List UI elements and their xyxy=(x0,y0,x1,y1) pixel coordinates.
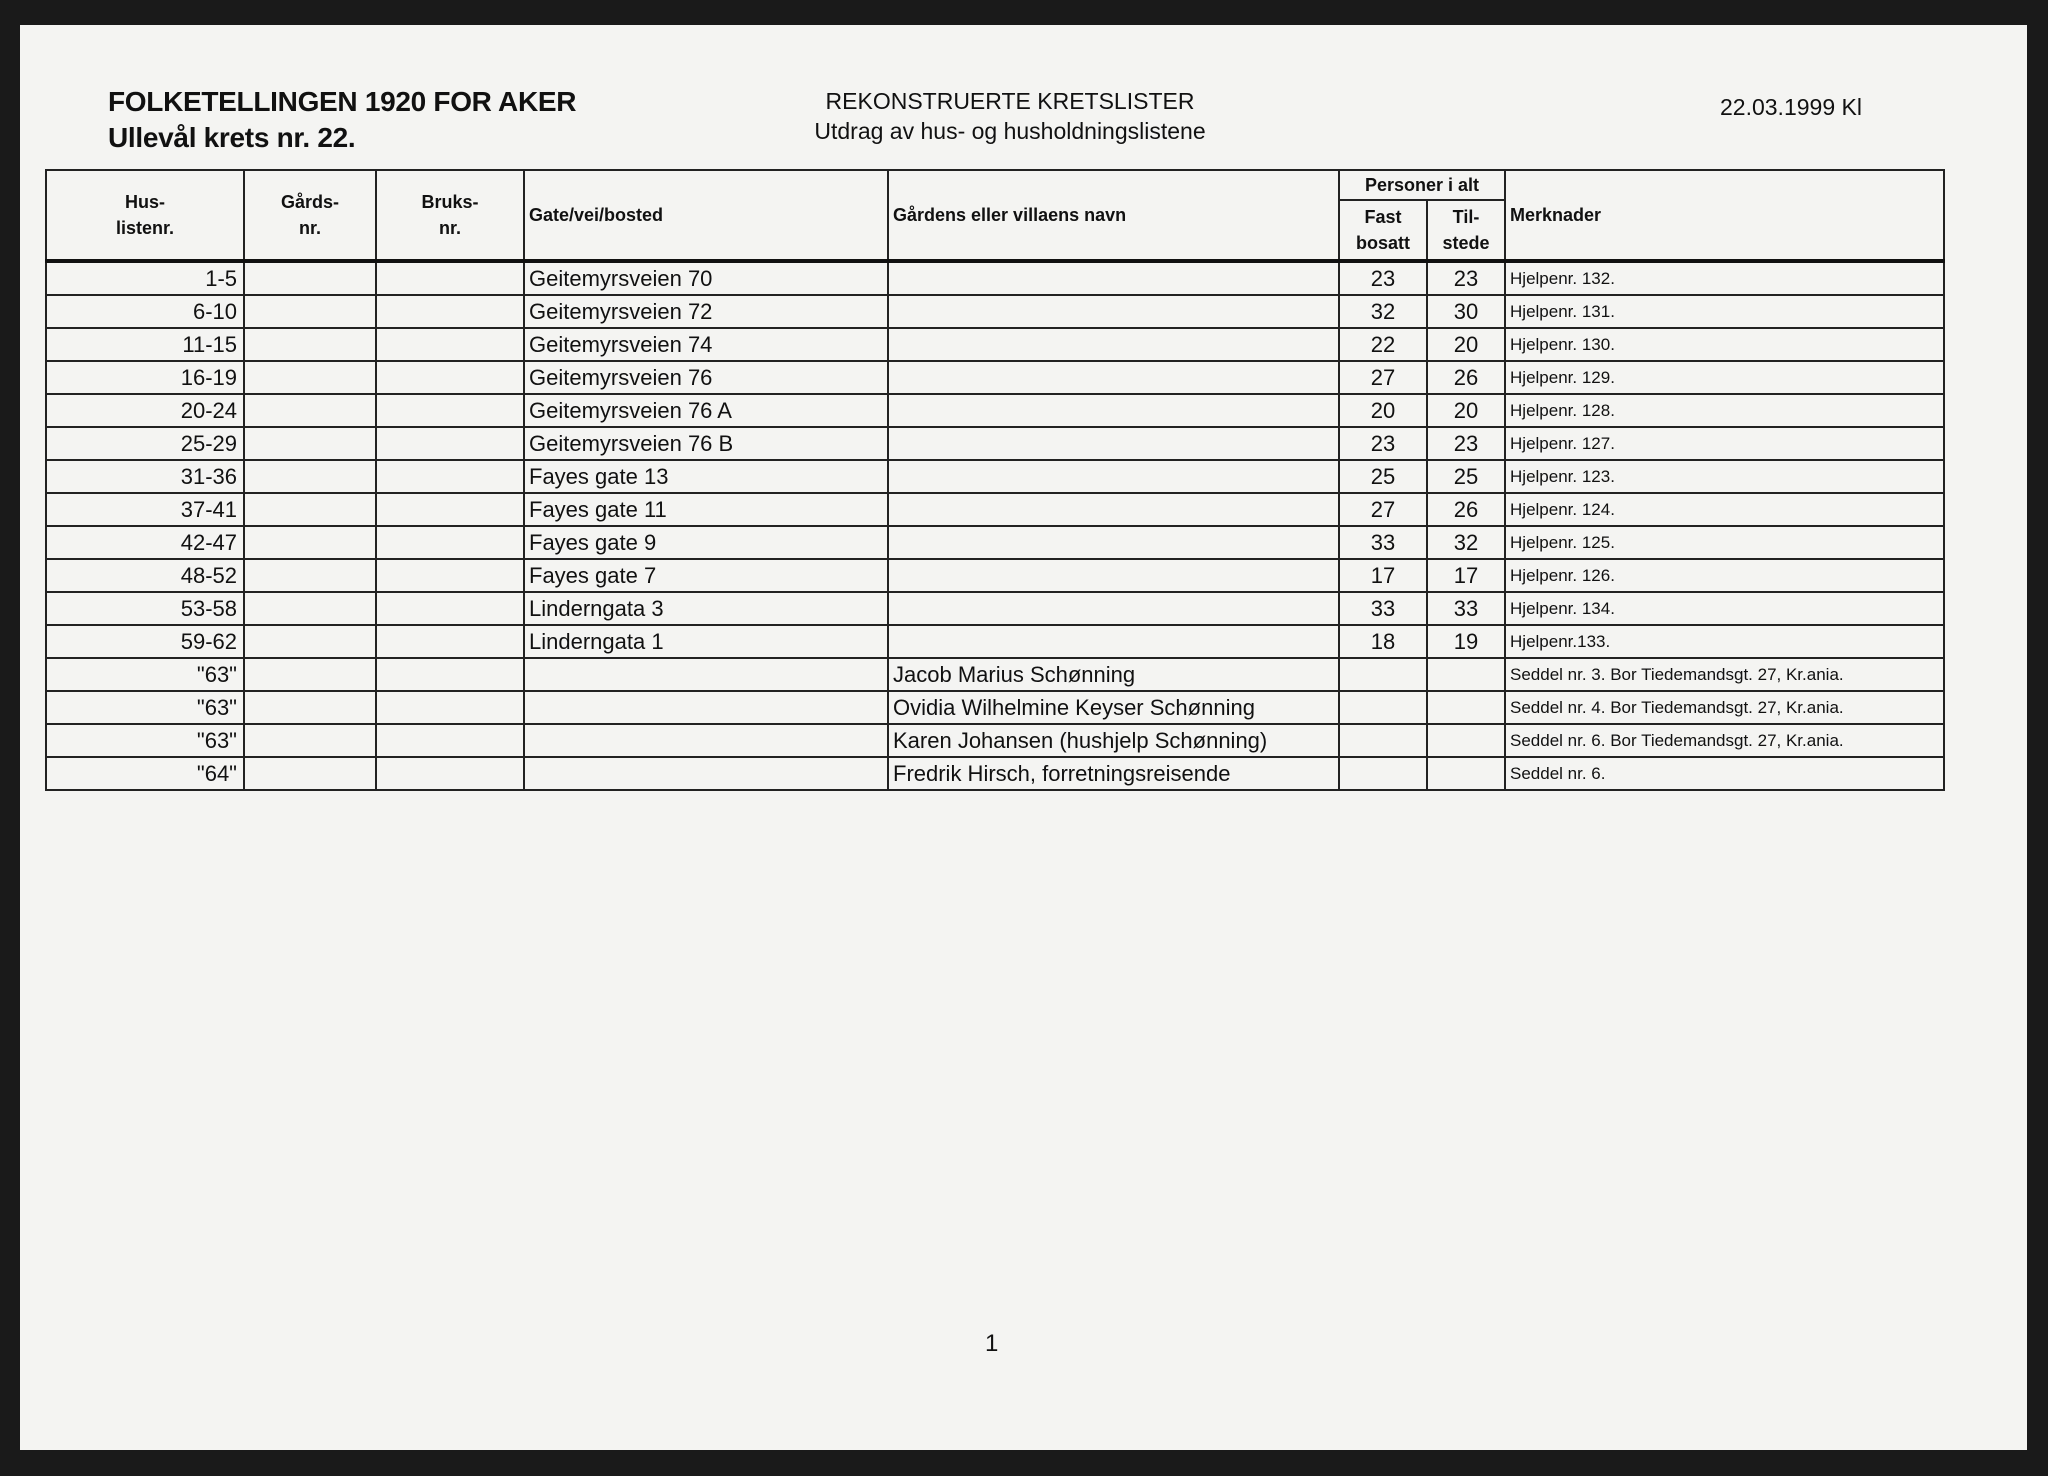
column-header-til xyxy=(1427,200,1505,261)
cell-gate: Geitemyrsveien 70 xyxy=(524,261,888,295)
column-header-bruks-line1: Bruks- xyxy=(421,192,479,212)
document-subtitle: Ullevål krets nr. 22. xyxy=(108,122,356,153)
table-row xyxy=(46,625,1944,658)
cell-gate: Geitemyrsveien 76 xyxy=(524,361,888,394)
cell-merk: Hjelpenr.133. xyxy=(1505,625,1944,658)
cell-hus: "63" xyxy=(46,724,244,757)
cell-til xyxy=(1427,691,1505,724)
cell-hus: 11-15 xyxy=(46,328,244,361)
page-number: 1 xyxy=(985,1330,999,1357)
cell-til: 23 xyxy=(1427,261,1505,295)
cell-gate: Fayes gate 13 xyxy=(524,460,888,493)
cell-bruks xyxy=(376,261,524,295)
cell-merk: Hjelpenr. 128. xyxy=(1505,394,1944,427)
cell-navn: Ovidia Wilhelmine Keyser Schønning xyxy=(888,691,1339,724)
cell-fast: 17 xyxy=(1339,559,1427,592)
cell-gate: Fayes gate 7 xyxy=(524,559,888,592)
table-row xyxy=(46,394,1944,427)
cell-gards xyxy=(244,724,376,757)
cell-gate: Geitemyrsveien 74 xyxy=(524,328,888,361)
cell-hus: 1-5 xyxy=(46,261,244,295)
cell-gards xyxy=(244,460,376,493)
cell-til: 33 xyxy=(1427,592,1505,625)
cell-navn: Jacob Marius Schønning xyxy=(888,658,1339,691)
cell-navn xyxy=(888,460,1339,493)
cell-navn xyxy=(888,394,1339,427)
cell-fast: 18 xyxy=(1339,625,1427,658)
cell-fast xyxy=(1339,724,1427,757)
cell-gards xyxy=(244,559,376,592)
cell-til xyxy=(1427,658,1505,691)
cell-navn: Fredrik Hirsch, forretningsreisende xyxy=(888,757,1339,790)
cell-merk: Hjelpenr. 129. xyxy=(1505,361,1944,394)
cell-fast xyxy=(1339,691,1427,724)
cell-gards xyxy=(244,757,376,790)
cell-bruks xyxy=(376,625,524,658)
cell-hus: "63" xyxy=(46,691,244,724)
column-header-gards-line2: nr. xyxy=(298,218,321,238)
cell-navn xyxy=(888,559,1339,592)
cell-fast xyxy=(1339,658,1427,691)
cell-fast: 33 xyxy=(1339,592,1427,625)
table-row xyxy=(46,559,1944,592)
cell-til xyxy=(1427,724,1505,757)
cell-fast: 27 xyxy=(1339,361,1427,394)
cell-til: 20 xyxy=(1427,394,1505,427)
cell-merk: Hjelpenr. 130. xyxy=(1505,328,1944,361)
cell-til xyxy=(1427,757,1505,790)
cell-til: 30 xyxy=(1427,295,1505,328)
cell-gards xyxy=(244,592,376,625)
cell-bruks xyxy=(376,328,524,361)
cell-navn xyxy=(888,427,1339,460)
cell-gards xyxy=(244,526,376,559)
cell-hus: 20-24 xyxy=(46,394,244,427)
cell-bruks xyxy=(376,526,524,559)
cell-fast: 32 xyxy=(1339,295,1427,328)
column-header-til-line2: stede xyxy=(1442,233,1490,253)
cell-til: 20 xyxy=(1427,328,1505,361)
header-center-line-1: REKONSTRUERTE KRETSLISTER xyxy=(825,88,1195,114)
cell-hus: "64" xyxy=(46,757,244,790)
cell-navn xyxy=(888,328,1339,361)
cell-merk: Hjelpenr. 132. xyxy=(1505,261,1944,295)
cell-gards xyxy=(244,328,376,361)
table-row xyxy=(46,261,1944,295)
column-header-hus xyxy=(46,170,244,261)
column-header-fast xyxy=(1339,200,1427,261)
cell-merk: Hjelpenr. 126. xyxy=(1505,559,1944,592)
cell-bruks xyxy=(376,493,524,526)
cell-hus: 37-41 xyxy=(46,493,244,526)
cell-gate: Geitemyrsveien 76 B xyxy=(524,427,888,460)
table-row xyxy=(46,757,1944,790)
table-row xyxy=(46,460,1944,493)
cell-gate: Geitemyrsveien 72 xyxy=(524,295,888,328)
cell-bruks xyxy=(376,724,524,757)
cell-navn xyxy=(888,592,1339,625)
cell-fast: 27 xyxy=(1339,493,1427,526)
cell-til: 19 xyxy=(1427,625,1505,658)
table-row xyxy=(46,328,1944,361)
census-table xyxy=(45,169,1945,791)
cell-navn xyxy=(888,625,1339,658)
cell-fast: 23 xyxy=(1339,427,1427,460)
table-row xyxy=(46,295,1944,328)
cell-gate xyxy=(524,724,888,757)
column-header-navn: Gårdens eller villaens navn xyxy=(888,170,1339,261)
cell-navn xyxy=(888,361,1339,394)
cell-hus: 42-47 xyxy=(46,526,244,559)
column-header-gards xyxy=(244,170,376,261)
cell-gards xyxy=(244,295,376,328)
census-table-body xyxy=(46,261,1944,790)
cell-hus: 25-29 xyxy=(46,427,244,460)
header-date: 22.03.1999 Kl xyxy=(1720,94,1862,120)
column-header-fast-line1: Fast xyxy=(1364,207,1402,227)
header-center-line-2: Utdrag av hus- og husholdningslistene xyxy=(814,118,1206,144)
table-row xyxy=(46,526,1944,559)
cell-hus: 31-36 xyxy=(46,460,244,493)
cell-gate: Linderngata 3 xyxy=(524,592,888,625)
cell-merk: Seddel nr. 6. Bor Tiedemandsgt. 27, Kr.ania. xyxy=(1505,724,1944,757)
table-row xyxy=(46,724,1944,757)
cell-merk: Hjelpenr. 123. xyxy=(1505,460,1944,493)
cell-hus: "63" xyxy=(46,658,244,691)
cell-gate xyxy=(524,691,888,724)
cell-merk: Seddel nr. 3. Bor Tiedemandsgt. 27, Kr.ania. xyxy=(1505,658,1944,691)
cell-bruks xyxy=(376,361,524,394)
cell-hus: 48-52 xyxy=(46,559,244,592)
column-header-til-line1: Til- xyxy=(1452,207,1480,227)
cell-navn xyxy=(888,526,1339,559)
cell-navn xyxy=(888,295,1339,328)
cell-til: 26 xyxy=(1427,361,1505,394)
document-title: FOLKETELLINGEN 1920 FOR AKER xyxy=(108,86,577,117)
cell-gate: Linderngata 1 xyxy=(524,625,888,658)
column-header-merknader: Merknader xyxy=(1505,170,1944,261)
cell-gate: Fayes gate 11 xyxy=(524,493,888,526)
cell-merk: Seddel nr. 4. Bor Tiedemandsgt. 27, Kr.ania. xyxy=(1505,691,1944,724)
cell-til: 23 xyxy=(1427,427,1505,460)
cell-fast: 22 xyxy=(1339,328,1427,361)
column-header-gards-line1: Gårds- xyxy=(280,192,340,212)
cell-gards xyxy=(244,394,376,427)
column-header-personer: Personer i alt xyxy=(1339,170,1505,200)
cell-bruks xyxy=(376,559,524,592)
cell-fast xyxy=(1339,757,1427,790)
cell-gate xyxy=(524,658,888,691)
cell-gards xyxy=(244,261,376,295)
column-header-bruks-line2: nr. xyxy=(438,218,461,238)
cell-fast: 25 xyxy=(1339,460,1427,493)
cell-merk: Hjelpenr. 124. xyxy=(1505,493,1944,526)
cell-hus: 59-62 xyxy=(46,625,244,658)
cell-gate xyxy=(524,757,888,790)
cell-merk: Hjelpenr. 127. xyxy=(1505,427,1944,460)
cell-bruks xyxy=(376,592,524,625)
cell-fast: 20 xyxy=(1339,394,1427,427)
cell-merk: Seddel nr. 6. xyxy=(1505,757,1944,790)
cell-gards xyxy=(244,493,376,526)
cell-gards xyxy=(244,658,376,691)
table-row xyxy=(46,361,1944,394)
cell-gards xyxy=(244,691,376,724)
table-row xyxy=(46,493,1944,526)
cell-bruks xyxy=(376,658,524,691)
cell-merk: Hjelpenr. 125. xyxy=(1505,526,1944,559)
cell-til: 32 xyxy=(1427,526,1505,559)
table-row xyxy=(46,658,1944,691)
cell-gards xyxy=(244,625,376,658)
cell-navn: Karen Johansen (hushjelp Schønning) xyxy=(888,724,1339,757)
cell-navn xyxy=(888,261,1339,295)
table-row xyxy=(46,427,1944,460)
cell-gate: Geitemyrsveien 76 A xyxy=(524,394,888,427)
cell-til: 17 xyxy=(1427,559,1505,592)
column-header-fast-line2: bosatt xyxy=(1356,233,1410,253)
cell-merk: Hjelpenr. 131. xyxy=(1505,295,1944,328)
cell-gate: Fayes gate 9 xyxy=(524,526,888,559)
column-header-hus-line2: listenr. xyxy=(115,218,175,238)
column-header-gate: Gate/vei/bosted xyxy=(524,170,888,261)
cell-gards xyxy=(244,427,376,460)
cell-bruks xyxy=(376,427,524,460)
cell-til: 26 xyxy=(1427,493,1505,526)
cell-til: 25 xyxy=(1427,460,1505,493)
cell-bruks xyxy=(376,691,524,724)
column-header-hus-line1: Hus- xyxy=(125,192,165,212)
table-row xyxy=(46,592,1944,625)
cell-bruks xyxy=(376,394,524,427)
table-row xyxy=(46,691,1944,724)
cell-bruks xyxy=(376,757,524,790)
cell-fast: 23 xyxy=(1339,261,1427,295)
cell-merk: Hjelpenr. 134. xyxy=(1505,592,1944,625)
cell-hus: 6-10 xyxy=(46,295,244,328)
cell-navn xyxy=(888,493,1339,526)
cell-hus: 16-19 xyxy=(46,361,244,394)
column-header-bruks xyxy=(376,170,524,261)
cell-fast: 33 xyxy=(1339,526,1427,559)
cell-gards xyxy=(244,361,376,394)
cell-bruks xyxy=(376,295,524,328)
cell-bruks xyxy=(376,460,524,493)
cell-hus: 53-58 xyxy=(46,592,244,625)
